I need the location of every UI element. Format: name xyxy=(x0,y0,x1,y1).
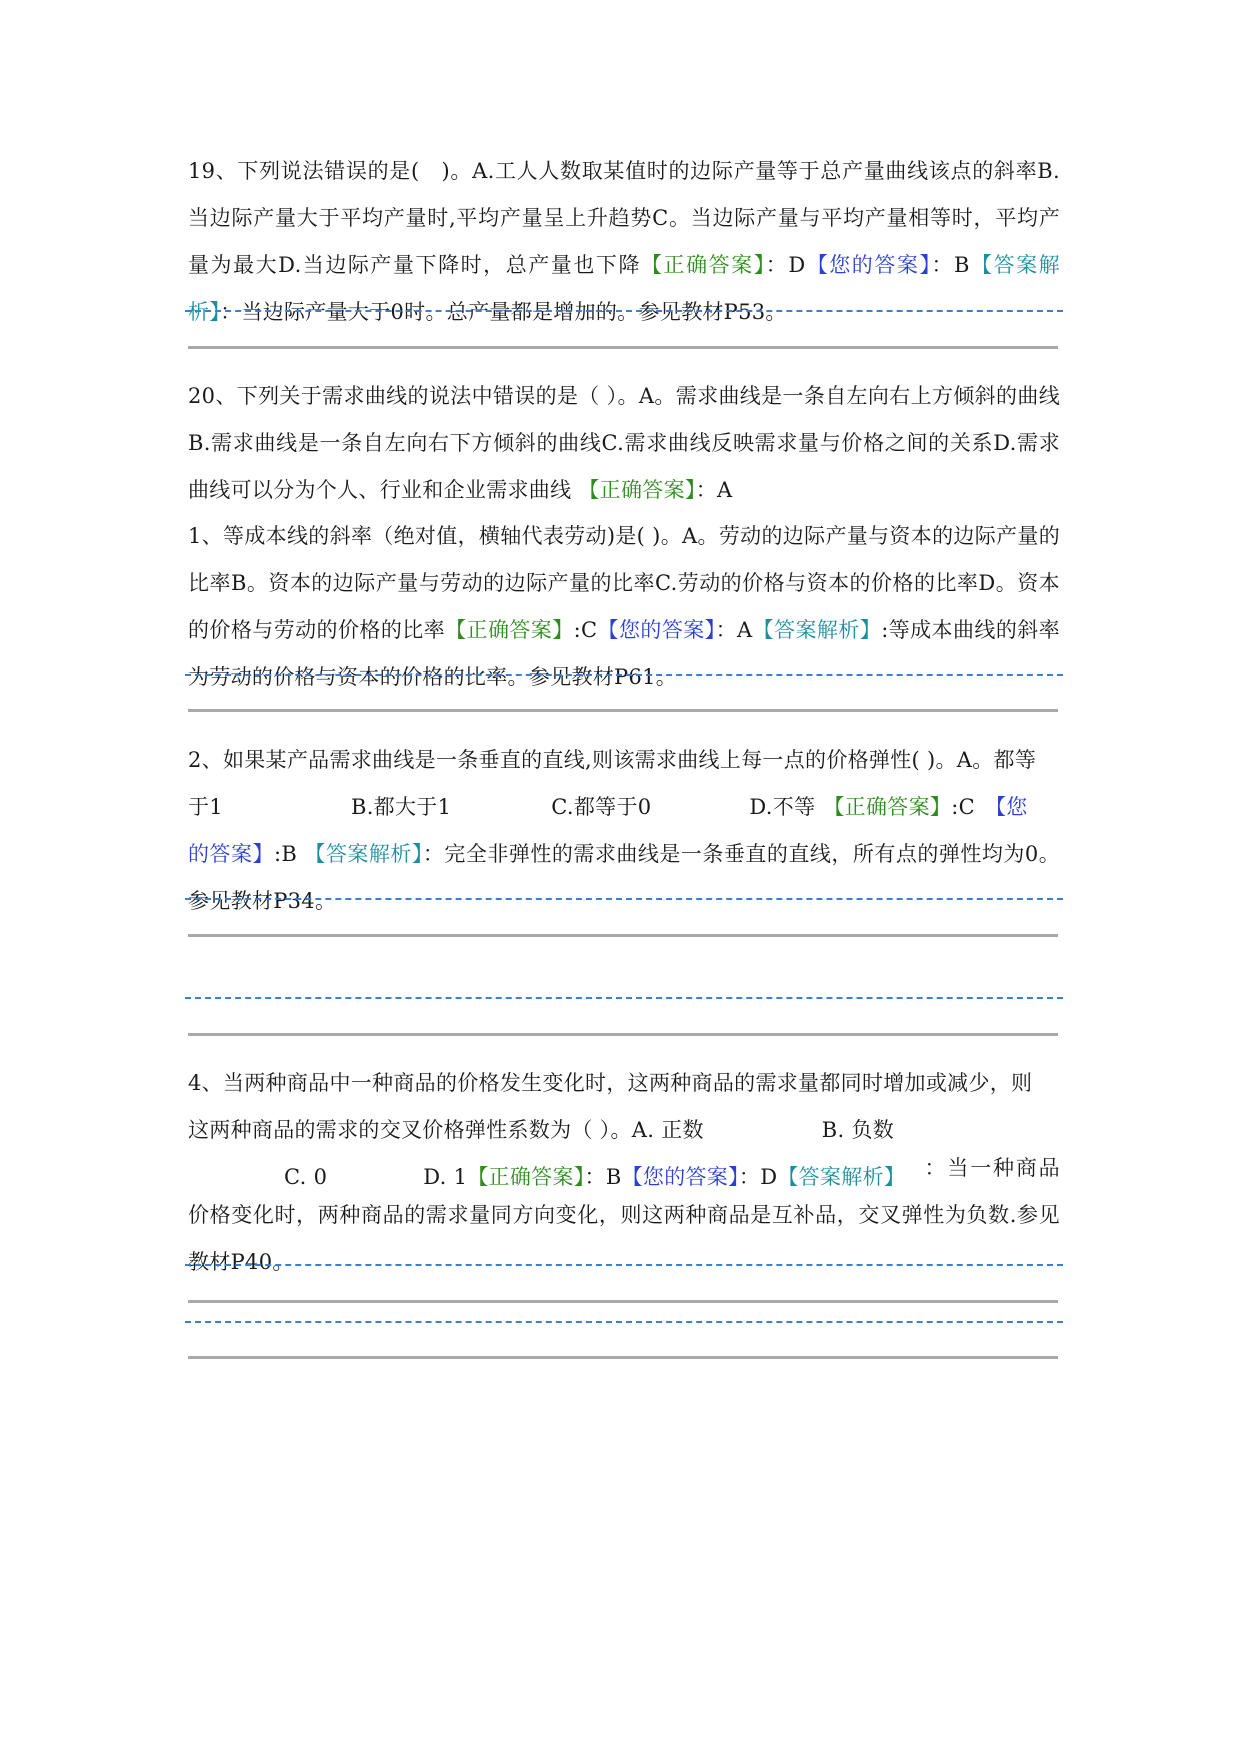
solid-separator xyxy=(188,346,1058,349)
solid-separator xyxy=(188,709,1058,712)
dashed-separator xyxy=(185,898,1063,900)
question-20-text: 20、下列关于需求曲线的说法中错误的是（ ）。A。需求曲线是一条自左向右上方倾斜的曲线B.需求曲线是一条自左向右下方倾斜的曲线C.需求曲线反映需求量与价格之间的关系D.需求曲线可以分为个人、行业和企业需求曲线 xyxy=(188,384,1060,502)
question-4-line1: 4、当两种商品中一种商品的价格发生变化时，这两种商品的需求量都同时增加或减少，则 xyxy=(188,1071,1033,1095)
correct-answer-value: ：A xyxy=(695,478,733,502)
your-answer-value: :B xyxy=(274,842,298,866)
question-2-rest xyxy=(188,831,1060,925)
your-answer-label-end: 的答案】 xyxy=(188,842,275,866)
correct-answer-label: 【正确答案】 xyxy=(578,478,696,502)
option-c: C. 0 xyxy=(284,1165,328,1189)
dashed-separator xyxy=(185,1321,1063,1323)
correct-answer-value: ：B xyxy=(584,1165,622,1189)
solid-separator xyxy=(188,934,1058,937)
question-4 xyxy=(188,1060,1060,1189)
analysis-label: 【答案解析】 xyxy=(188,253,1060,324)
analysis-label: 【答案解析】 xyxy=(752,618,882,642)
analysis-label: 【答案解析】 xyxy=(304,842,423,866)
option-c: C.都等于0 xyxy=(551,795,652,819)
question-4-stem-end: 这两种商品的需求的交叉价格弹性系数为（ ）。A. 正数 xyxy=(188,1118,704,1142)
correct-answer-value: :C xyxy=(951,795,975,819)
correct-answer-label: 【正确答案】 xyxy=(823,795,952,819)
question-1-text: 1、等成本线的斜率（绝对值，横轴代表劳动)是( )。A。劳动的边际产量与资本的边际产量的比率B。资本的边际产量与劳动的边际产量的比率C.劳动的价格与资本的价格的比率D。资本的价格与劳动的价格的比率 xyxy=(188,524,1060,642)
question-1 xyxy=(188,513,1060,701)
option-b: B.都大于1 xyxy=(350,795,452,819)
your-answer-label: 【您的答案】 xyxy=(597,618,716,642)
correct-answer-label: 【正确答案】 xyxy=(641,253,766,277)
correct-answer-value: :C xyxy=(573,618,598,642)
solid-separator xyxy=(188,1033,1058,1036)
option-b: B. 负数 xyxy=(821,1118,895,1142)
question-2 xyxy=(188,737,1060,925)
question-2-line1: 2、如果某产品需求曲线是一条垂直的直线,则该需求曲线上每一点的价格弹性( )。A。都等 xyxy=(188,748,1037,772)
analysis-value: ：当边际产量大于0时。总产量都是增加的。参见教材P53。 xyxy=(220,300,787,324)
correct-answer-label: 【正确答案】 xyxy=(467,1165,585,1189)
your-answer-label: 【您的答案】 xyxy=(621,1165,739,1189)
analysis-label: 【答案解析】 xyxy=(777,1165,906,1189)
dashed-separator xyxy=(185,310,1063,312)
dashed-separator xyxy=(185,1264,1063,1266)
your-answer-label-start: 【您 xyxy=(984,795,1028,819)
analysis-value: :等成本曲线的斜率为劳动的价格与资本的价格的比率。参见教材P61。 xyxy=(188,618,1060,689)
question-19-text: 19、下列说法错误的是( )。A.工人人数取某值时的边际产量等于总产量曲线该点的斜率B.当边际产量大于平均产量时,平均产量呈上升趋势C。当边际产量与平均产量相等时，平均产量为最大D.当边际产量下降时，总产量也下降 xyxy=(188,159,1060,277)
question-20 xyxy=(188,373,1060,514)
option-a: 于1 xyxy=(188,795,223,819)
question-2-options-row xyxy=(188,784,1060,831)
your-answer-value: ：A xyxy=(715,618,753,642)
question-19 xyxy=(188,148,1060,336)
your-answer-value: ：D xyxy=(738,1165,778,1189)
solid-separator xyxy=(188,1356,1058,1359)
correct-answer-label: 【正确答案】 xyxy=(445,618,574,642)
analysis-value: ：完全非弹性的需求曲线是一条垂直的直线，所有点的弹性均为0。参见教材P34。 xyxy=(188,842,1061,913)
your-answer-label: 【您的答案】 xyxy=(805,253,932,277)
solid-separator xyxy=(188,1300,1058,1303)
option-d: D.不等 xyxy=(749,795,816,819)
dashed-separator xyxy=(185,674,1063,676)
option-d: D. 1 xyxy=(423,1165,468,1189)
dashed-separator xyxy=(185,997,1063,999)
your-answer-value: ：B xyxy=(931,253,970,277)
analysis-value: ：当一种商品价格变化时，两种商品的需求量同方向变化，则这两种商品是互补品，交叉弹性为负数.参见教材P40。 xyxy=(188,1156,1060,1274)
correct-answer-value: ：D xyxy=(765,253,806,277)
